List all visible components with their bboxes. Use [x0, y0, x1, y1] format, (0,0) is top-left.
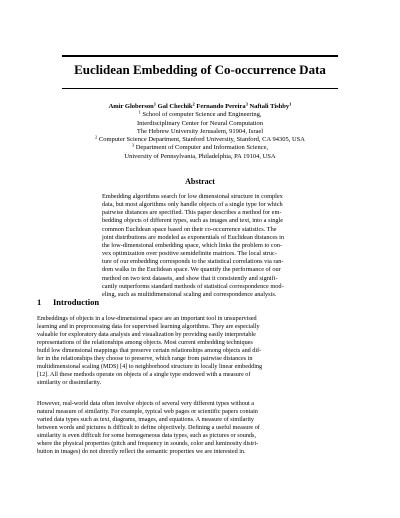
- author-affiliation-mark: 1: [289, 101, 292, 107]
- author-name: Naftali Tishby: [249, 103, 290, 110]
- affiliation-text: School of computer Science and Engineering,: [142, 111, 262, 119]
- affiliation-mark: 3: [131, 142, 135, 148]
- author-name: Fernando Pereira: [196, 103, 246, 110]
- title-top-rule: [62, 55, 338, 57]
- abstract-line: cantly outperforms standard methods of statistical correspondence mod-: [102, 282, 284, 290]
- section-title: Introduction: [53, 297, 100, 307]
- author-name: Gal Chechik: [157, 103, 193, 110]
- affiliation-line: [20, 111, 380, 119]
- author-affiliation-mark: 3: [245, 101, 248, 107]
- paragraph-line: Embeddings of objects in a low-dimensional space are an important tool in unsupervised: [37, 315, 257, 322]
- author-affiliation-mark: 1: [153, 101, 157, 107]
- abstract-line: dom walks in the Euclidean space. We quantify the performance of our: [102, 266, 281, 274]
- author-block: [20, 103, 380, 161]
- abstract-line: ture of our embedding corresponds to the statistical correlations via ran-: [102, 258, 284, 266]
- affiliation-mark: 2: [95, 134, 98, 140]
- paragraph-line: build low dimensional mappings that preserve certain relationships among objects and dif-: [37, 346, 262, 354]
- paragraph-line: where the physical properties (pitch and frequency in sounds, color and luminosity distri-: [37, 439, 259, 447]
- paragraph-line: bution in images) do not directly reflect the semantic properties we are interested in.: [37, 447, 246, 455]
- affiliation-text: University of Pennsylvania, Philadelphia, PA 19104, USA: [124, 152, 276, 160]
- affiliation-text: Interdisciplinary Center for Neural Computation: [137, 119, 263, 127]
- paragraph-line: learning and in preprocessing data for supervised learning algorithms. They are especially: [37, 322, 260, 330]
- affiliation-text: Department of Computer and Information Science,: [135, 144, 269, 152]
- body-paragraph: [37, 315, 363, 387]
- paragraph-line: fer in the relationships they choose to preserve, which range from pairwise distances in: [37, 354, 253, 362]
- abstract-line: data, but most algorithms only handle objects of a single type for which: [102, 201, 283, 209]
- affiliation-line: [20, 128, 380, 136]
- paragraph-line: between words and pictures is difficult to define objectively. Defining a useful measure of: [37, 423, 260, 431]
- abstract-line: eling, such as multidimensional scaling and correspondence analysis.: [102, 290, 277, 298]
- abstract-line: pairwise distances are specified. This paper describes a method for em-: [102, 209, 282, 217]
- abstract-line: vex optimization over positive semidefinite matrices. The local struc-: [102, 250, 277, 258]
- abstract-line: common Euclidean space based on their co-occurrence statistics. The: [102, 225, 277, 233]
- author-name: Amir Globerson: [108, 103, 154, 110]
- paragraph-line: multidimensional scaling (MDS) [4] to neighborhood structure in locally linear embedding: [37, 362, 263, 370]
- affiliation-mark: 1: [138, 109, 141, 115]
- body-paragraph: [37, 400, 363, 456]
- paragraph-line: similarity is even difficult for some homogeneous data types, such as pictures or sounds,: [37, 431, 256, 439]
- affiliation-line: [20, 144, 380, 152]
- section-heading-introduction: [37, 297, 99, 307]
- section-number: 1: [37, 297, 42, 307]
- abstract-line: the low-dimensional embedding space, which links the problem to con-: [102, 241, 283, 249]
- paper-title: Euclidean Embedding of Co-occurrence Data: [74, 62, 326, 77]
- abstract-line: Embedding algorithms search for low dimensional structure in complex: [102, 193, 283, 200]
- paragraph-line: [12]. All these methods operate on objects of a single type endowed with a measure of: [37, 370, 251, 378]
- abstract-line: method on two text datasets, and show that it consistently and signifi-: [102, 274, 278, 282]
- paragraph-line: valuable for exploratory data analysis and visualization by providing easily interpretable: [37, 330, 256, 338]
- abstract-body: [102, 193, 304, 299]
- affiliation-line: [20, 153, 380, 161]
- affiliation-text: The Hebrew University Jerusalem, 91904, Israel: [136, 127, 264, 135]
- author-affiliation-mark: 2: [192, 101, 195, 107]
- abstract-line: bedding objects of different types, such as images and text, into a single: [102, 217, 284, 225]
- title-bottom-rule: [62, 88, 338, 89]
- affiliation-text: Computer Science Department, Stanford University, Stanford, CA 94305, USA: [98, 136, 305, 144]
- paragraph-line: However, real-world data often involve objects of several very different types without a: [37, 400, 254, 407]
- paragraph-line: similarity or dissimilarity.: [37, 378, 102, 386]
- paragraph-line: representations of the relationships among objects. Most current embedding techniques: [37, 338, 253, 346]
- abstract-line: joint distributions are modeled as exponentials of Euclidean distances in: [102, 233, 285, 241]
- affiliation-line: [20, 120, 380, 128]
- abstract-heading: Abstract: [185, 177, 215, 186]
- paragraph-line: varied data types such as text, diagrams, images, and equations. A measure of similarity: [37, 415, 255, 423]
- paragraph-line: natural measure of similarity. For example, typical web pages or scientific papers contain: [37, 407, 258, 415]
